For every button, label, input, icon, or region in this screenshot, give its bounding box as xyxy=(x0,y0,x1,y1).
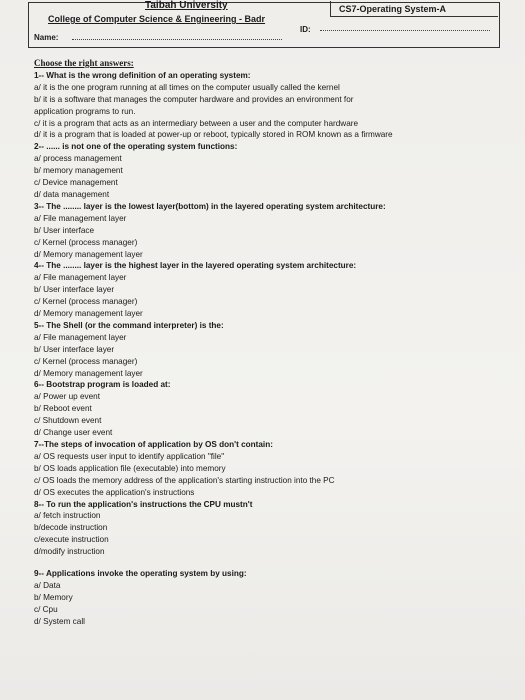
name-field[interactable] xyxy=(72,39,282,40)
answer-option[interactable]: c/ Shutdown event xyxy=(34,416,102,426)
question-text: 2-- ...... is not one of the operating system functions: xyxy=(34,142,238,152)
question-text: 1-- What is the wrong definition of an operating system: xyxy=(34,70,251,80)
answer-option[interactable]: b/ User interface layer xyxy=(34,344,115,354)
question-text: 3-- The ........ layer is the lowest layer(bottom) in the layered operating system architecture: xyxy=(34,201,386,211)
answer-option[interactable]: b/ Reboot event xyxy=(34,404,92,414)
spacer xyxy=(34,558,494,568)
answer-option[interactable]: a/ process management xyxy=(34,154,122,164)
answer-option[interactable]: d/ it is a program that is loaded at power-up or reboot, typically stored in ROM known as a firmware xyxy=(34,130,393,140)
id-field[interactable] xyxy=(320,30,490,31)
answer-option[interactable]: a/ fetch instruction xyxy=(34,511,101,521)
answer-option[interactable]: a/ it is the one program running at all times on the computer usually called the kernel xyxy=(34,82,340,92)
answer-option[interactable]: a/ OS requests user input to identify application "file" xyxy=(34,451,225,461)
answer-option[interactable]: c/execute instruction xyxy=(34,535,109,545)
answer-option[interactable]: d/ System call xyxy=(34,616,85,626)
answer-option[interactable]: c/ Device management xyxy=(34,178,118,188)
question-block xyxy=(34,439,494,499)
answer-option[interactable]: a/ Data xyxy=(34,580,61,590)
question-block xyxy=(34,320,494,380)
answer-option[interactable]: c/ OS loads the memory address of the application's starting instruction into the PC xyxy=(34,475,335,485)
answer-option[interactable]: a/ File management layer xyxy=(34,273,127,283)
question-text: 9-- Applications invoke the operating system by using: xyxy=(34,569,247,579)
name-label: Name: xyxy=(34,33,59,42)
question-block xyxy=(34,568,494,628)
answer-option[interactable]: c/ it is a program that acts as an intermediary between a user and the computer hardware xyxy=(34,118,359,128)
answer-option[interactable]: d/modify instruction xyxy=(34,547,105,557)
question-list xyxy=(34,58,494,628)
answer-option[interactable]: b/ it is a software that manages the computer hardware and provides an environment for xyxy=(34,94,354,104)
answer-option[interactable]: b/ memory management xyxy=(34,166,123,176)
answer-option[interactable]: a/ Power up event xyxy=(34,392,100,402)
question-text: 6-- Bootstrap program is loaded at: xyxy=(34,380,171,390)
answer-option[interactable]: d/ Memory management layer xyxy=(34,368,143,378)
answer-option[interactable]: b/ OS loads application file (executable) into memory xyxy=(34,463,226,473)
answer-option[interactable]: a/ File management layer xyxy=(34,213,127,223)
answer-option-continued: application programs to run. xyxy=(34,106,136,116)
question-block xyxy=(34,70,494,141)
question-block xyxy=(34,499,494,559)
answer-option[interactable]: a/ File management layer xyxy=(34,332,127,342)
college-name: College of Computer Science & Engineering - Badr xyxy=(48,14,266,24)
question-text: 4-- The ........ layer is the highest layer in the layered operating system architecture: xyxy=(34,261,357,271)
answer-option[interactable]: d/ Change user event xyxy=(34,428,113,438)
answer-option[interactable]: d/ Memory management layer xyxy=(34,309,143,319)
question-text: 8-- To run the application's instructions the CPU mustn't xyxy=(34,499,253,509)
answer-option[interactable]: c/ Cpu xyxy=(34,604,58,614)
answer-option[interactable]: c/ Kernel (process manager) xyxy=(34,297,138,307)
question-block xyxy=(34,260,494,320)
course-title: CS7-Operating System-A xyxy=(330,1,498,17)
answer-option[interactable]: d/ Memory management layer xyxy=(34,249,143,259)
university-name: Taibah University xyxy=(145,0,228,11)
answer-option[interactable]: c/ Kernel (process manager) xyxy=(34,356,138,366)
answer-option[interactable]: b/ User interface layer xyxy=(34,285,115,295)
question-block xyxy=(34,379,494,439)
question-block xyxy=(34,201,494,261)
question-block xyxy=(34,141,494,201)
answer-option[interactable]: b/decode instruction xyxy=(34,523,108,533)
instruction-heading: Choose the right answers: xyxy=(34,58,134,68)
question-text: 7--The steps of invocation of application by OS don't contain: xyxy=(34,440,273,449)
answer-option[interactable]: d/ OS executes the application's instructions xyxy=(34,487,195,497)
answer-option[interactable]: b/ User interface xyxy=(34,225,95,235)
answer-option[interactable]: b/ Memory xyxy=(34,592,73,602)
answer-option[interactable]: d/ data management xyxy=(34,189,110,199)
answer-option[interactable]: c/ Kernel (process manager) xyxy=(34,237,138,247)
question-text: 5-- The Shell (or the command interpreter) is the: xyxy=(34,320,224,330)
id-label: ID: xyxy=(300,25,311,34)
